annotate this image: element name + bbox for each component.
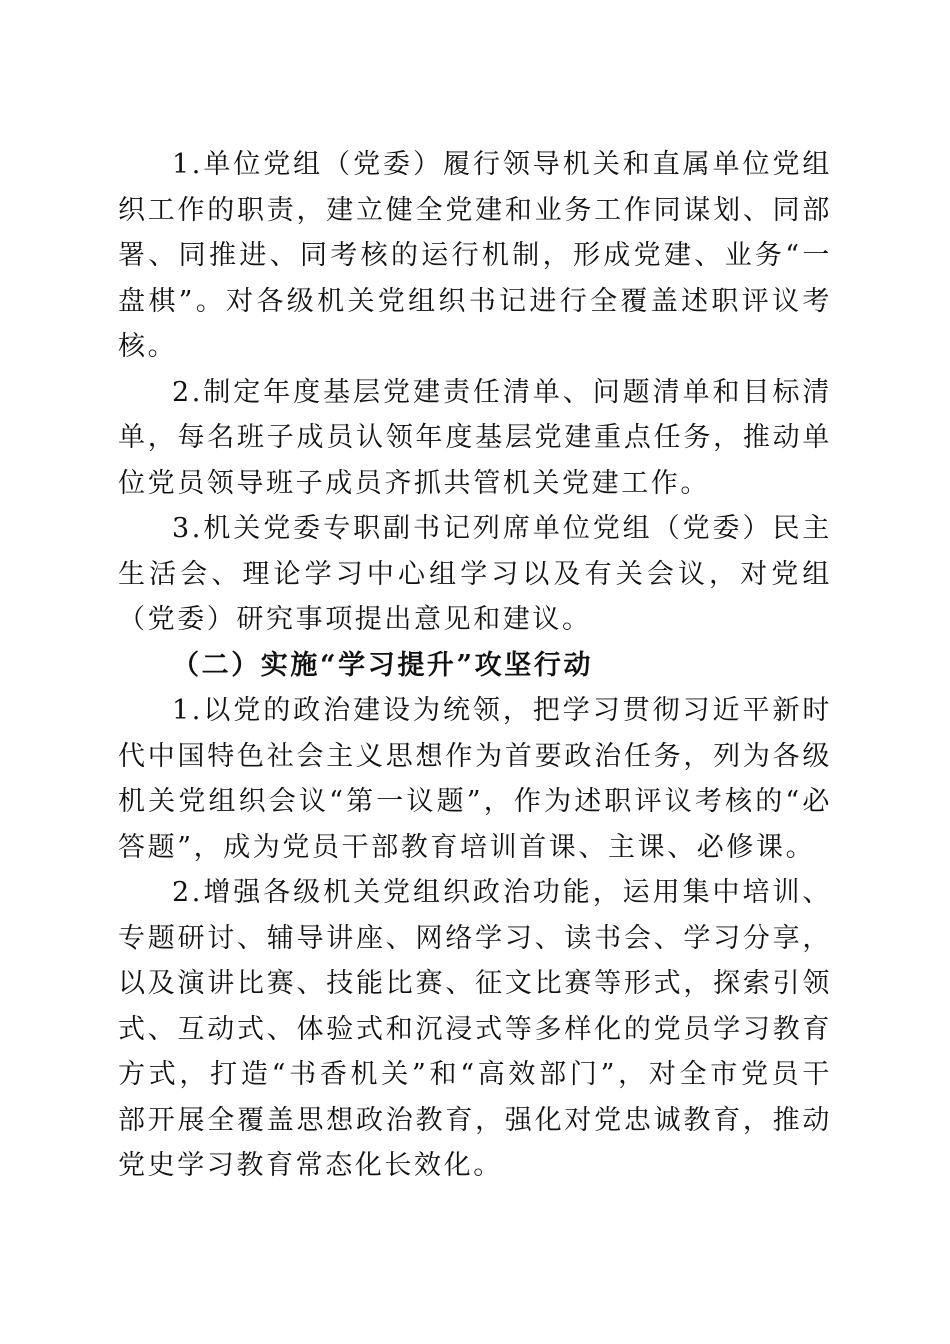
section-heading: （二）实施“学习提升”攻坚行动 bbox=[172, 649, 594, 681]
paragraph-duty-responsibility: 1.单位党组（党委）履行领导机关和直属单位党组织工作的职责，建立健全党建和业务工作同谋划、同部署、同推进、同考核的运行机制，形成党建、业务“一盘棋”。对各级机关党组织书记进行全覆盖述职评议考核。 bbox=[118, 149, 832, 362]
paragraph-responsibility-lists: 2.制定年度基层党建责任清单、问题清单和目标清单，每名班子成员认领年度基层党建重点任务，推动单位党员领导班子成员齐抓共管机关党建工作。 bbox=[118, 376, 832, 499]
paragraph-deputy-secretary: 3.机关党委专职副书记列席单位党组（党委）民主生活会、理论学习中心组学习以及有关会议，对党组（党委）研究事项提出意见和建议。 bbox=[118, 513, 832, 635]
document-body bbox=[118, 142, 832, 1189]
paragraph-political-building: 1.以党的政治建设为统领，把学习贯彻习近平新时代中国特色社会主义思想作为首要政治任务，列为各级机关党组织会议“第一议题”，作为述职评议考核的“必答题”，成为党员干部教育培训首课、主课、必修课。 bbox=[118, 695, 832, 863]
paragraph-political-function: 2.增强各级机关党组织政治功能，运用集中培训、专题研讨、辅导讲座、网络学习、读书会、学习分享，以及演讲比赛、技能比赛、征文比赛等形式，探索引领式、互动式、体验式和沉浸式等多样化的党员学习教育方式，打造“书香机关”和“高效部门”，对全市党员干部开展全覆盖思想政治教育，强化对党忠诚教育，推动党史学习教育常态化长效化。 bbox=[118, 877, 832, 1181]
